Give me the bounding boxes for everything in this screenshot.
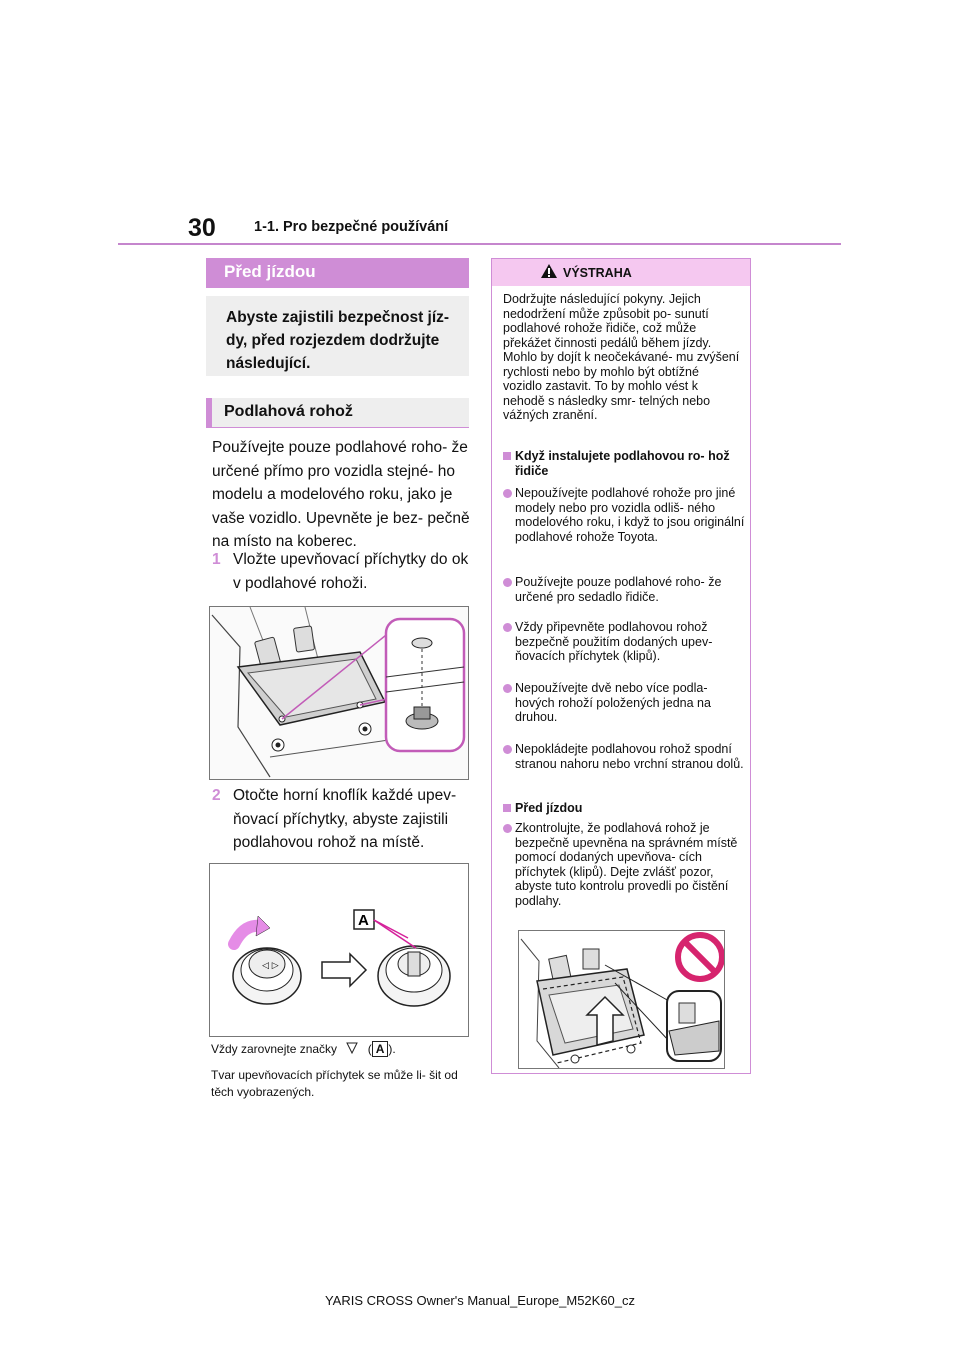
label-a-box: A [372, 1041, 389, 1057]
figure-floor-mat-clips [209, 606, 469, 780]
round-bullet-icon [503, 684, 512, 693]
intro-text: Abyste zajistili bezpečnost jíz- dy, před rozjezdem dodržujte následující. [226, 309, 450, 372]
step-text: Otočte horní knoflík každé upev- ňovací příchytky, abyste zajistili podlahovou rohož na místě. [233, 787, 457, 851]
step-1 [212, 548, 474, 598]
square-bullet-icon [503, 804, 511, 812]
figure-label: A [358, 912, 369, 929]
step-number: 1 [212, 551, 221, 568]
caption-align-marks [211, 1041, 473, 1058]
chapter-title: 1-1. Pro bezpečné používání [254, 219, 449, 235]
triangle-mark-icon [346, 1042, 358, 1054]
step-text: Vložte upevňovací příchytky do ok v podlahové rohoži. [233, 551, 469, 592]
figure-clip-rotation [209, 863, 469, 1037]
stacked-mats-illustration [519, 931, 724, 1068]
warning-bullet-5: Nepokládejte podlahovou rohož spodní stranou nahoru nebo vrchní stranou dolů. [503, 742, 749, 788]
square-bullet-icon [503, 452, 511, 460]
warning-box [491, 258, 751, 1074]
warning-bullet-2: Používejte pouze podlahové roho- že určené pro sedadlo řidiče. [503, 575, 749, 605]
warning-bullet-4: Nepoužívejte dvě nebo více podla- hových rohoží položených jedna na druhou. [503, 681, 749, 727]
svg-text:◁ ▷: ◁ ▷ [262, 961, 279, 971]
caption-text: Vždy zarovnejte značky [211, 1042, 338, 1056]
caption-paren-close: ). [388, 1042, 396, 1056]
page-number: 30 [188, 214, 216, 242]
round-bullet-icon [503, 623, 512, 632]
round-bullet-icon [503, 824, 512, 833]
warning-title: VÝSTRAHA [563, 266, 632, 280]
figure-stacked-mats-prohibited [518, 930, 725, 1069]
warning-heading-before-driving: Před jízdou [503, 801, 749, 817]
round-bullet-icon [503, 578, 512, 587]
body-paragraph: Používejte pouze podlahové roho- že určené přímo pro vozidla stejné- ho modelu a modelového roku, jako je vaše vozidlo. Upevněte je bez- pečně na místo na koberec. [212, 439, 470, 550]
round-bullet-icon [503, 745, 512, 754]
header-rule [118, 243, 841, 245]
clip-rotation-illustration [210, 864, 468, 1036]
intro-box [206, 296, 469, 376]
warning-bullet-6: Zkontrolujte, že podlahová rohož je bezpečně upevněna na správném místě pomocí dodaných upevňova- cích příchytek (klipů). Dejte zvlášť pozor, abyste tuto kontrolu provedli po čistění podlahy. [503, 821, 749, 899]
warning-heading-install: Když instalujete podlahovou ro- hož řidiče [503, 449, 749, 481]
step-number: 2 [212, 787, 221, 804]
floor-mat-illustration [210, 607, 468, 779]
footer-manual-id: YARIS CROSS Owner's Manual_Europe_M52K60_cz [324, 1293, 636, 1308]
section-title: Před jízdou [224, 262, 316, 281]
warning-intro: Dodržujte následující pokyny. Jejich nedodržení může způsobit po- sunutí podlahové rohože řidiče, což může překážet činnosti pedálů během jízdy. Mohlo by dojít k neočekávané- mu zvýšení rychlosti nebo by mohlo být obtížné vozidlo zastavit. To by mohlo vést k nehodě s následky smr- telných nebo vážných zranění. [503, 292, 740, 422]
warning-triangle-icon [540, 263, 558, 279]
caption-shape-note: Tvar upevňovacích příchytek se může li- šit od těch vyobrazených. [211, 1068, 458, 1099]
warning-header [492, 259, 750, 286]
round-bullet-icon [503, 489, 512, 498]
subsection-header [206, 398, 469, 428]
caption-paren-open: ( [367, 1042, 372, 1056]
section-title-bar [206, 258, 469, 288]
warning-bullet-3: Vždy připevněte podlahovou rohož bezpečně použitím dodaných upev- ňovacích příchytek (klipů). [503, 620, 749, 666]
subsection-title: Podlahová rohož [224, 403, 353, 420]
warning-bullet-1: Nepoužívejte podlahové rohože pro jiné modely nebo pro vozidla odliš- ného modelového roku, i když to jsou originální podlahové rohože Toyota. [503, 486, 749, 546]
step-2 [212, 784, 474, 856]
